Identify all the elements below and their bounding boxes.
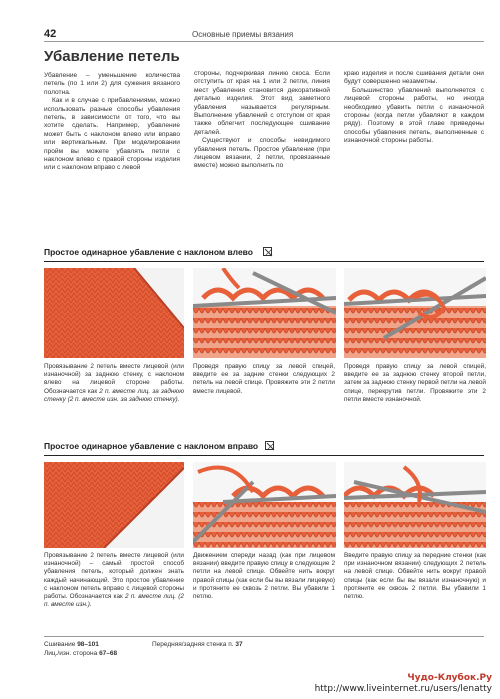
chapter-title: Основные приемы вязания bbox=[192, 30, 294, 39]
intro-paragraph: краю изделия и после сшивания детали они будут совершенно незаметны. bbox=[344, 70, 484, 86]
watermark bbox=[314, 673, 492, 694]
watermark-logo: Чудо-Клубок.Ру bbox=[407, 673, 492, 683]
swatch-photo-right-slant bbox=[44, 462, 184, 548]
swatch-photo-left-slant bbox=[44, 268, 184, 358]
intro-column-3 bbox=[344, 70, 484, 146]
footer-ref-pages: 98–101 bbox=[77, 641, 99, 648]
intro-column-1 bbox=[44, 72, 180, 173]
footer-ref-pages: 37 bbox=[235, 641, 243, 648]
footer-ref-seaming[interactable] bbox=[44, 641, 99, 648]
caption-s2-1 bbox=[44, 552, 184, 609]
symbol-icon bbox=[263, 247, 272, 256]
caption-text: Провязывание 2 петель вместе лицевой (или изнаночной) – самый простой способ убавления петель, который должен знать каждый начинающий. Это простое убавление с наклоном петель вправо с лицевой стороны работы. Обозначается как bbox=[44, 552, 184, 601]
page-title: Убавление петель bbox=[44, 48, 180, 65]
caption-abbreviation: 2 п. вместе лиц. (2 п. вместе изн.). bbox=[44, 593, 184, 609]
header-divider bbox=[44, 41, 484, 42]
step-photo-twisted-purl bbox=[344, 268, 486, 358]
intro-paragraph: стороны, подчеркивая линию скоса. Если отступить от края на 1 или 2 петли, линия мест убавления становится декоративной деталью изделия. Этот вид заметного убавления называется регулярным. Выполнение убавлений с отступом от края также облегчит последующее сшивание деталей. bbox=[194, 70, 330, 136]
caption-s1-1 bbox=[44, 363, 184, 404]
footer-ref-pages: 67–68 bbox=[99, 650, 118, 657]
footer-divider bbox=[44, 636, 484, 637]
symbol-icon bbox=[265, 441, 274, 450]
caption-text: Провязывание 2 петель вместе лицевой (или изнаночной) за заднюю стенку, с наклоном влево на лицевой стороне работы. Обозначается как bbox=[44, 363, 184, 395]
footer-ref-label: Сшивание bbox=[44, 641, 76, 648]
step-photo-knit-two-together bbox=[193, 462, 336, 548]
section-2-title: Простое одинарное убавление с наклоном вправо bbox=[44, 441, 259, 451]
footer-ref-label: Передняя/задняя стенка п. bbox=[152, 641, 234, 648]
footer-ref-label: Лиц./изн. сторона bbox=[44, 650, 98, 657]
section-1-title: Простое одинарное убавление с наклоном влево bbox=[44, 247, 253, 257]
watermark-url[interactable]: http://www.liveinternet.ru/users/lenatty bbox=[314, 684, 492, 694]
footer-ref-sides[interactable] bbox=[44, 650, 117, 657]
section-2-divider bbox=[44, 455, 484, 456]
section-1-divider bbox=[44, 261, 484, 262]
intro-paragraph: Большинство убавлений выполняется с лицевой стороны работы, но иногда необходимо убавить петли с изнаночной стороны (когда петли убавляют в каждом ряду). Поэтому в этой главе приведены способы убавления петель, выполненные с изнаночной стороны работы. bbox=[344, 86, 484, 145]
intro-column-2 bbox=[194, 70, 330, 171]
caption-s2-2: Движением спереди назад (как при лицевом вязании) введите правую спицу в следующие 2 петли на левой спице. Обвейте нить вокруг правой спицы (как если бы вы вязали лицевую) и протяните ее сквозь 2 петли. Вы убавили 1 петлю. bbox=[193, 552, 336, 601]
intro-paragraph: Убавление – уменьшение количества петель (по 1 или 2) для сужения вязаного полотна. bbox=[44, 72, 180, 96]
caption-s1-2: Проведя правую спицу за левой спицей, введите ее за задние стенки следующих 2 петель на левой спице. Провяжите эти 2 петли вместе лицевой. bbox=[193, 363, 335, 395]
caption-s1-3: Проведя правую спицу за левой спицей, введите ее за заднюю стенку второй петли, затем за заднюю стенку первой петли на левой спице, перекрутив петли. Провяжите эти 2 петли вместе изнаночной. bbox=[344, 363, 486, 403]
caption-s2-3: Введите правую спицу за передние стенки (как при изнаночном вязании) следующих 2 петель на левой спице. Обвейте нить вокруг правой спицы (как если бы вы вязали изнаночную) и протяните ее сквозь 2 петли. Вы убавили 1 петлю. bbox=[344, 552, 486, 601]
footer-ref-loop-wall[interactable] bbox=[152, 641, 243, 648]
intro-paragraph: Как и в случае с прибавлениями, можно использовать разные способы убавления петель, в зависимости от того, что вы хотите сделать. Например, убавление может быть с наклоном влево или вправо или вертикальным. При моделировании пройм вы можете убавлять петли с наклоном влево с правой стороны изделия или с наклоном вправо с левой bbox=[44, 97, 180, 172]
caption-abbreviation: 2 п. вместе лиц. за заднюю стенку (2 п. вместе изн. за заднюю стенку). bbox=[44, 387, 185, 403]
page-number: 42 bbox=[44, 28, 57, 40]
intro-paragraph: Существуют и способы невидимого убавления петель. Простое убавление (при лицевом вязании, 2 петли, провязанные вместе) можно выполнить по bbox=[194, 137, 330, 170]
step-photo-purl-two-together bbox=[344, 462, 486, 548]
step-photo-needle-behind bbox=[193, 268, 336, 358]
